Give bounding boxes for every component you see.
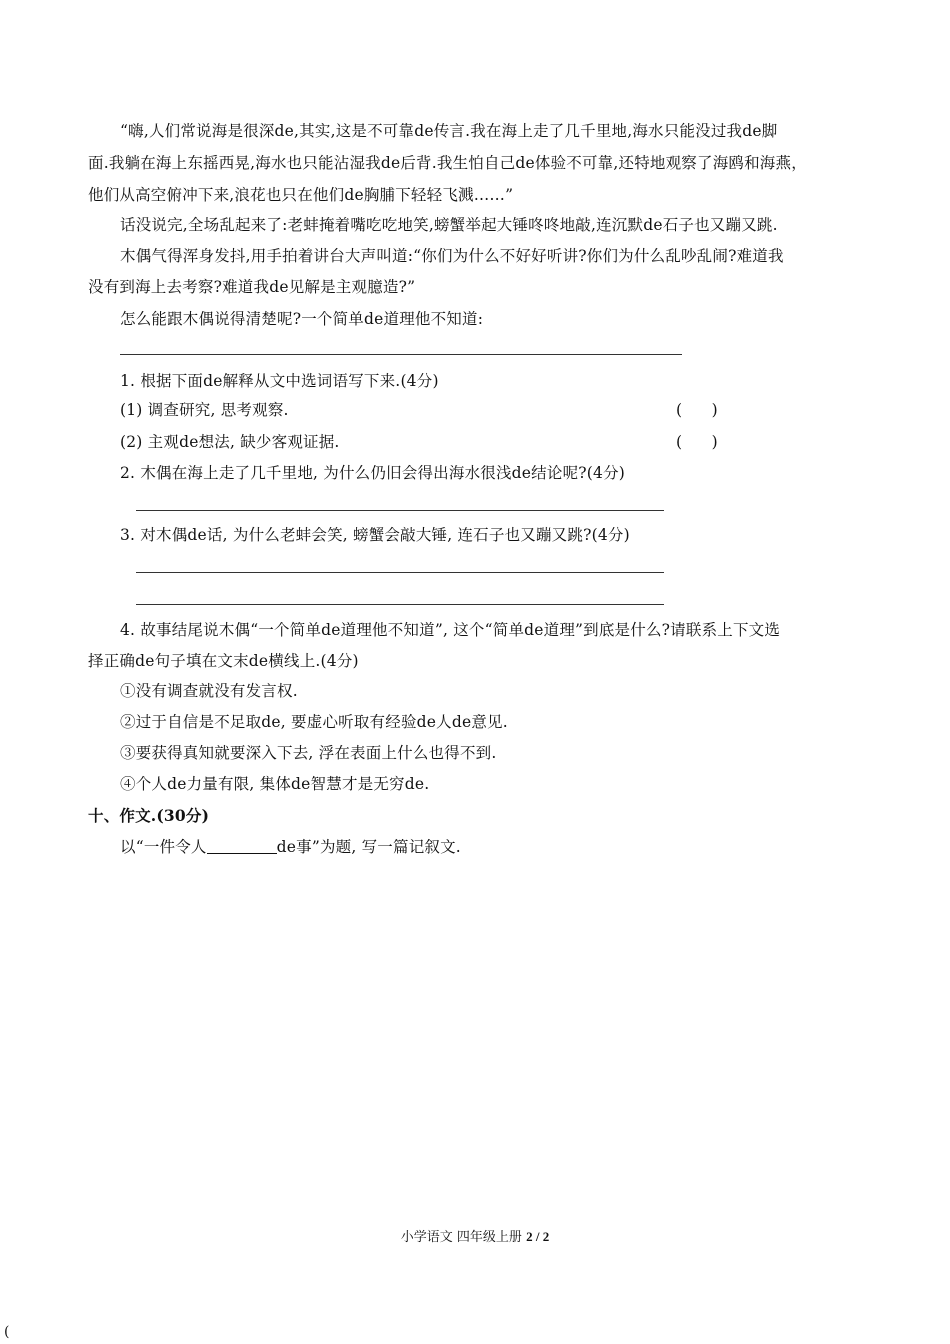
option-3: ③要获得真知就要深入下去, 浮在表面上什么也得不到. bbox=[120, 744, 497, 762]
question-4-cont: 择正确de句子填在文末de横线上.(4分) bbox=[88, 652, 359, 670]
passage-line: 面.我躺在海上东摇西晃,海水也只能沾湿我de后背.我生怕自己de体验不可靠,还特地观察了海鸥和海燕， bbox=[88, 154, 807, 172]
composition-title-blank[interactable] bbox=[207, 837, 277, 854]
answer-line-q3-a[interactable] bbox=[136, 572, 664, 573]
option-2: ②过于自信是不足取de, 要虚心听取有经验de人de意见. bbox=[120, 713, 508, 731]
passage-line: 怎么能跟木偶说得清楚呢?一个简单de道理他不知道: bbox=[120, 310, 484, 328]
passage-line: “嗨,人们常说海是很深de,其实,这是不可靠de传言.我在海上走了几千里地,海水只能没过我de脚 bbox=[120, 122, 778, 140]
answer-paren-1b[interactable]: ( ) bbox=[676, 433, 718, 451]
answer-paren-1a[interactable]: ( ) bbox=[676, 401, 718, 419]
option-1: ①没有调查就没有发言权. bbox=[120, 682, 298, 700]
question-1a: (1) 调查研究, 思考观察. bbox=[120, 401, 289, 419]
passage-line: 话没说完,全场乱起来了:老蚌掩着嘴吃吃地笑,螃蟹举起大锤咚咚地敲,连沉默de石子也又蹦又跳. bbox=[120, 216, 778, 234]
question-3: 3. 对木偶de话, 为什么老蚌会笑, 螃蟹会敲大锤, 连石子也又蹦又跳?(4分) bbox=[120, 526, 630, 544]
question-2: 2. 木偶在海上走了几千里地, 为什么仍旧会得出海水很浅de结论呢?(4分) bbox=[120, 464, 626, 482]
option-4: ④个人de力量有限, 集体de智慧才是无穷de. bbox=[120, 775, 430, 793]
page-number: 2 / 2 bbox=[526, 1229, 550, 1244]
page-footer bbox=[0, 1228, 950, 1247]
footer-subject: 小学语文 四年级上册 bbox=[400, 1230, 522, 1245]
question-4: 4. 故事结尾说木偶“一个简单de道理他不知道”, 这个“简单de道理”到底是什么?请联系上下文选 bbox=[120, 621, 781, 639]
passage-line: 木偶气得浑身发抖,用手拍着讲台大声叫道:“你们为什么不好好听讲?你们为什么乱吵乱闹?难道我 bbox=[120, 247, 784, 265]
corner-mark: ( bbox=[4, 1324, 10, 1340]
composition-prompt-start: 以“一件令人 bbox=[120, 838, 207, 856]
passage-line: 他们从高空俯冲下来,浪花也只在他们de胸脯下轻轻飞溅……” bbox=[88, 186, 514, 204]
answer-line-passage[interactable] bbox=[120, 354, 682, 355]
question-1: 1. 根据下面de解释从文中选词语写下来.(4分) bbox=[120, 372, 439, 390]
composition-heading: 十、作文.(30分) bbox=[88, 806, 210, 825]
composition-prompt bbox=[120, 836, 900, 858]
passage-line: 没有到海上去考察?难道我de见解是主观臆造?” bbox=[88, 278, 416, 296]
question-1b: (2) 主观de想法, 缺少客观证据. bbox=[120, 433, 340, 451]
composition-prompt-end: de事”为题, 写一篇记叙文. bbox=[276, 838, 461, 856]
answer-line-q3-b[interactable] bbox=[136, 604, 664, 605]
answer-line-q2[interactable] bbox=[136, 510, 664, 511]
